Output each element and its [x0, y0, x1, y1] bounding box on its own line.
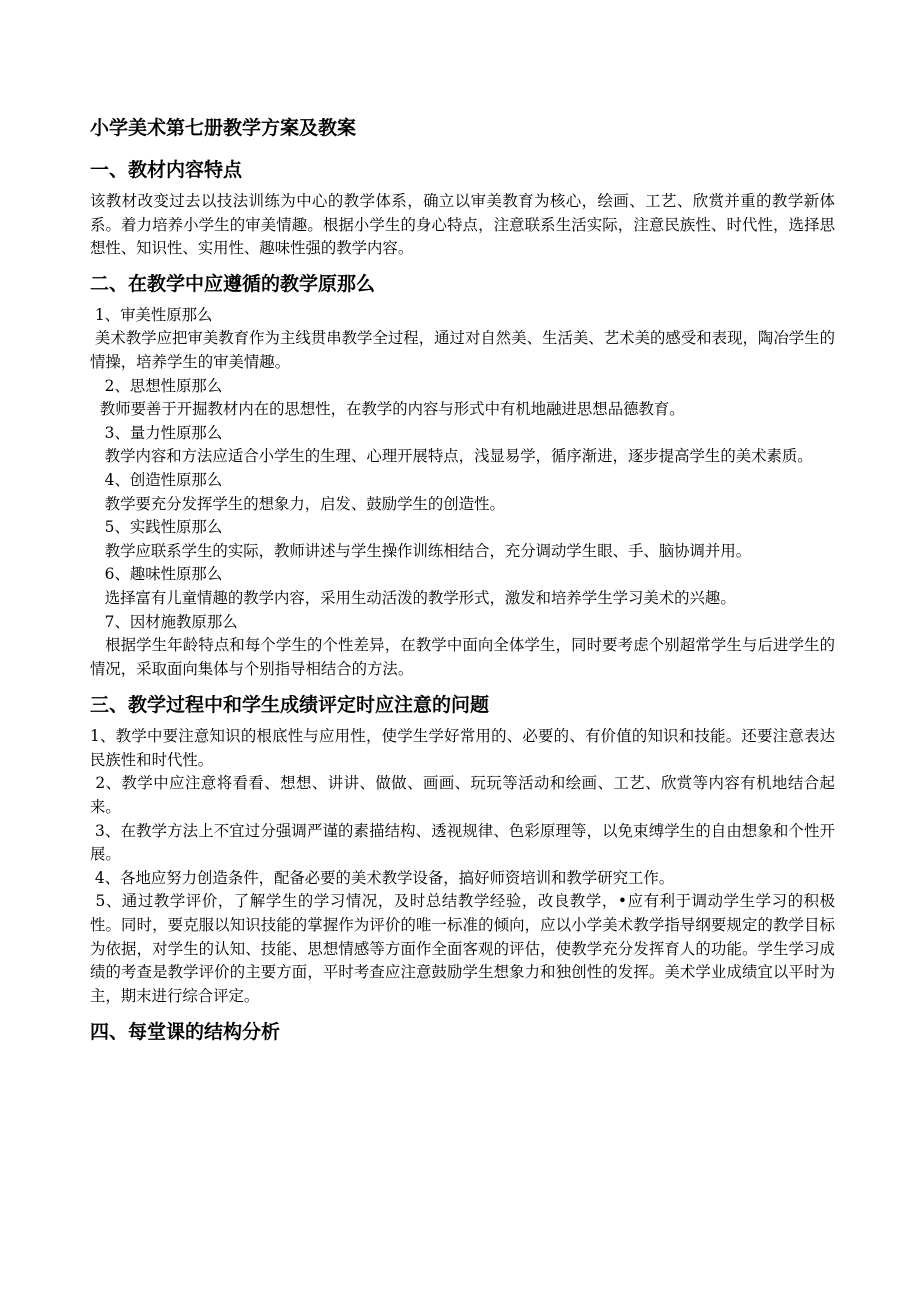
principle-text: 选择富有儿童情趣的教学内容，采用生动活泼的教学形式，激发和培养学生学习美术的兴趣。: [90, 588, 736, 607]
principle-text: 美术教学应把审美教育作为主线贯串教学全过程，通过对自然美、生活美、艺术美的感受和表现，陶冶学生的情操，培养学生的审美情趣。: [90, 329, 835, 371]
principles-list: [90, 304, 835, 682]
issue-item: 4、各地应努力创造条件，配备必要的美术教学设备，搞好师资培训和教学研究工作。: [90, 868, 675, 887]
principle-label: 2、思想性原那么: [90, 376, 223, 395]
principle-item: [90, 611, 835, 682]
principle-item: [90, 516, 835, 563]
issue-item: 5、通过教学评价，了解学生的学习情况，及时总结教学经验，改良教学，•应有利于调动学生学习的积极性。同时，要克服以知识技能的掌握作为评价的唯一标准的倾向，应以小学美术教学指导纲要规定的教学目标为依据，对学生的认知、技能、思想情感等方面作全面客观的评估，使教学充分发挥育人的功能。学生学习成绩的考查是教学评价的主要方面，平时考查应注意鼓励学生想象力和独创性的发挥。美术学业成绩宜以平时为主，期末进行综合评定。: [90, 892, 835, 1005]
principle-label: 6、趣味性原那么: [90, 565, 223, 584]
document-body: [90, 114, 835, 1052]
principle-text: 根据学生年龄特点和每个学生的个性差异，在教学中面向全体学生，同时要考虑个别超常学生与后进学生的情况，采取面向集体与个别指导相结合的方法。: [90, 636, 835, 678]
principle-item: [90, 422, 835, 469]
issue-item: 2、教学中应注意将看看、想想、讲讲、做做、画画、玩玩等活动和绘画、工艺、欣赏等内容有机地结合起来。: [90, 774, 835, 817]
issue-item: 1、教学中要注意知识的根底性与应用性，使学生学好常用的、必要的、有价值的知识和技能。还要注意表达民族性和时代性。: [90, 727, 835, 769]
section-heading-3: 三、教学过程中和学生成绩评定时应注意的问题: [90, 694, 490, 717]
principle-item: [90, 375, 835, 422]
section-heading-4: 四、每堂课的结构分析: [90, 1021, 281, 1044]
section-1-paragraph: 该教材改变过去以技法训练为中心的教学体系，确立以审美教育为核心，绘画、工艺、欣赏并重的教学新体系。着力培养小学生的审美情趣。根据小学生的身心特点，注意联系生活实际，注意民族性、时代性，选择思想性、知识性、实用性、趣味性强的教学内容。: [90, 192, 835, 258]
principle-label: 3、量力性原那么: [90, 423, 223, 442]
document-title: 小学美术第七册教学方案及教案: [90, 117, 357, 139]
principle-text: 教学应联系学生的实际，教师讲述与学生操作训练相结合，充分调动学生眼、手、脑协调并用。: [90, 541, 752, 560]
principle-text: 教师要善于开掘教材内在的思想性，在教学的内容与形式中有机地融进思想品德教育。: [90, 400, 685, 419]
principle-label: 5、实践性原那么: [90, 518, 223, 537]
principle-item: [90, 304, 835, 375]
principle-text: 教学要充分发挥学生的想象力，启发、鼓励学生的创造性。: [90, 494, 505, 513]
issues-list: [90, 725, 835, 1008]
issue-item: 3、在教学方法上不宜过分强调严谨的素描结构、透视规律、色彩原理等，以免束缚学生的自由想象和个性开展。: [90, 821, 835, 864]
principle-label: 7、因材施教原那么: [90, 612, 238, 631]
section-heading-1: 一、教材内容特点: [90, 159, 243, 181]
section-heading-2: 二、在教学中应遵循的教学原那么: [90, 272, 376, 295]
principle-item: [90, 563, 835, 610]
principle-text: 教学内容和方法应适合小学生的生理、心理开展特点，浅显易学，循序渐进，逐步提高学生的美术素质。: [90, 447, 813, 466]
principle-label: 4、创造性原那么: [90, 470, 223, 489]
principle-item: [90, 469, 835, 516]
principle-label: 1、审美性原那么: [90, 305, 213, 324]
